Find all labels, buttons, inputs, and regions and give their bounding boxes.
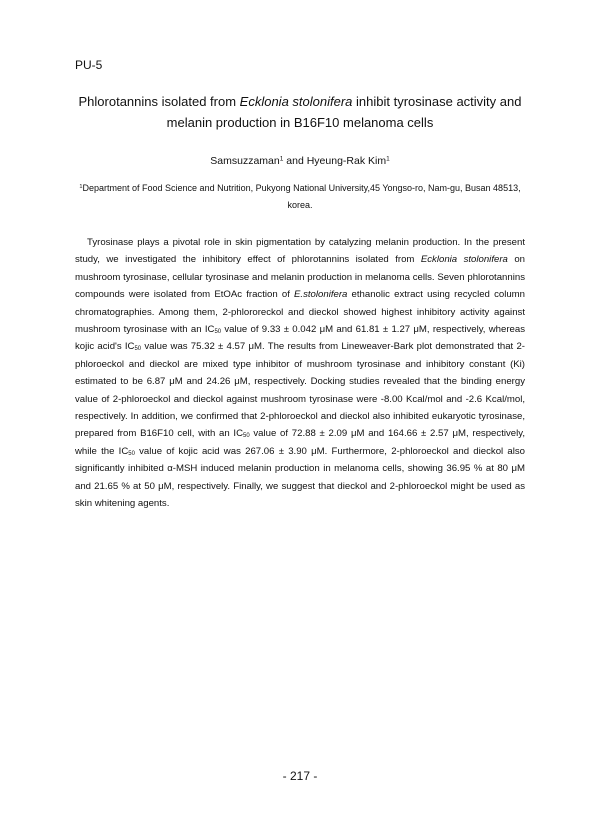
subscript-50: 50 (134, 346, 142, 353)
title-text-2: inhibit tyrosinase activity and (352, 94, 522, 109)
abstract-text-3: ethanolic extract using recycled column chromatographies. Among them, 2-phlororeckol and dieckol showed highest inhibitory activity against mushroom tyrosinase with an IC (75, 289, 525, 336)
affiliation (70, 180, 530, 214)
abstract-text-2: on mushroom tyrosinase, cellular tyrosinase and melanin production in melanoma cells. Seven phlorotannins compounds were isolated from EtOAc fraction of (75, 254, 525, 301)
page-number: - 217 - (282, 769, 318, 783)
title-text-1: Phlorotannins isolated from (78, 94, 240, 109)
abstract-text-5: value was 75.32 ± 4.57 μM. The results from Lineweaver-Bark plot demonstrated that 2-phloroeckol and dieckol are mixed type inhibitor of mushroom tyrosinase and inhibitory constant (Ki) estimated to be 6.87 μM and 24.26 μM, respectively. Docking studies revealed that the binding energy value of 2-phloroeckol and dieckol against mushroom tyrosinase were -8.00 Kcal/mol and -2.6 Kcal/mol, respectively. In addition, we confirmed that 2-phloroeckol and dieckol also inhibited eukaryotic tyrosinase, prepared from B16F10 cell, with an IC (75, 341, 525, 440)
paper-title (60, 91, 540, 133)
abstract-text-1: Tyrosinase plays a pivotal role in skin pigmentation by catalyzing melanin production. In the present study, we investigated the inhibitory effect of phlorotannins isolated from (75, 237, 525, 266)
title-line-2: melanin production in B16F10 melanoma cells (166, 115, 434, 130)
abstract-text-7: value of kojic acid was 267.06 ± 3.90 μM. Furthermore, 2-phloroeckol and dieckol also significantly inhibited α-MSH induced melanin production in melanoma cells, showing 36.95 % at 80 μM and 21.65 % at 50 μM, respectively. Finally, we suggest that dieckol and 2-phloroeckol might be used as skin whitening agents. (75, 445, 525, 510)
abstract-species-1: Ecklonia stolonifera (420, 254, 508, 266)
title-species: Ecklonia stolonifera (239, 94, 353, 109)
author-affiliation-mark-2: 1 (386, 155, 390, 163)
abstract-text-4: value of 9.33 ± 0.042 μM and 61.81 ± 1.27 μM, respectively, whereas kojic acid's IC (75, 324, 525, 353)
subscript-50: 50 (243, 433, 250, 440)
author-name-1: Samsuzzaman (210, 155, 280, 167)
author-name-2: Hyeung-Rak Kim (306, 155, 387, 167)
abstract-text-6: value of 72.88 ± 2.09 μM and 164.66 ± 2.57 μM, respectively, while the IC (75, 428, 526, 457)
session-code: PU-5 (75, 58, 103, 72)
subscript-50: 50 (214, 329, 222, 336)
abstract-body (75, 234, 525, 513)
abstract-species-2: E.stolonifera (294, 289, 348, 301)
author-list (60, 155, 540, 167)
affiliation-mark: 1 (79, 183, 83, 190)
subscript-50: 50 (128, 451, 135, 458)
affiliation-text: Department of Food Science and Nutrition, Pukyong National University,45 Yongso-ro, Nam-gu, Busan 48513, korea. (82, 183, 521, 210)
author-affiliation-mark-1: 1 (279, 155, 284, 163)
author-connector: and (283, 155, 307, 167)
